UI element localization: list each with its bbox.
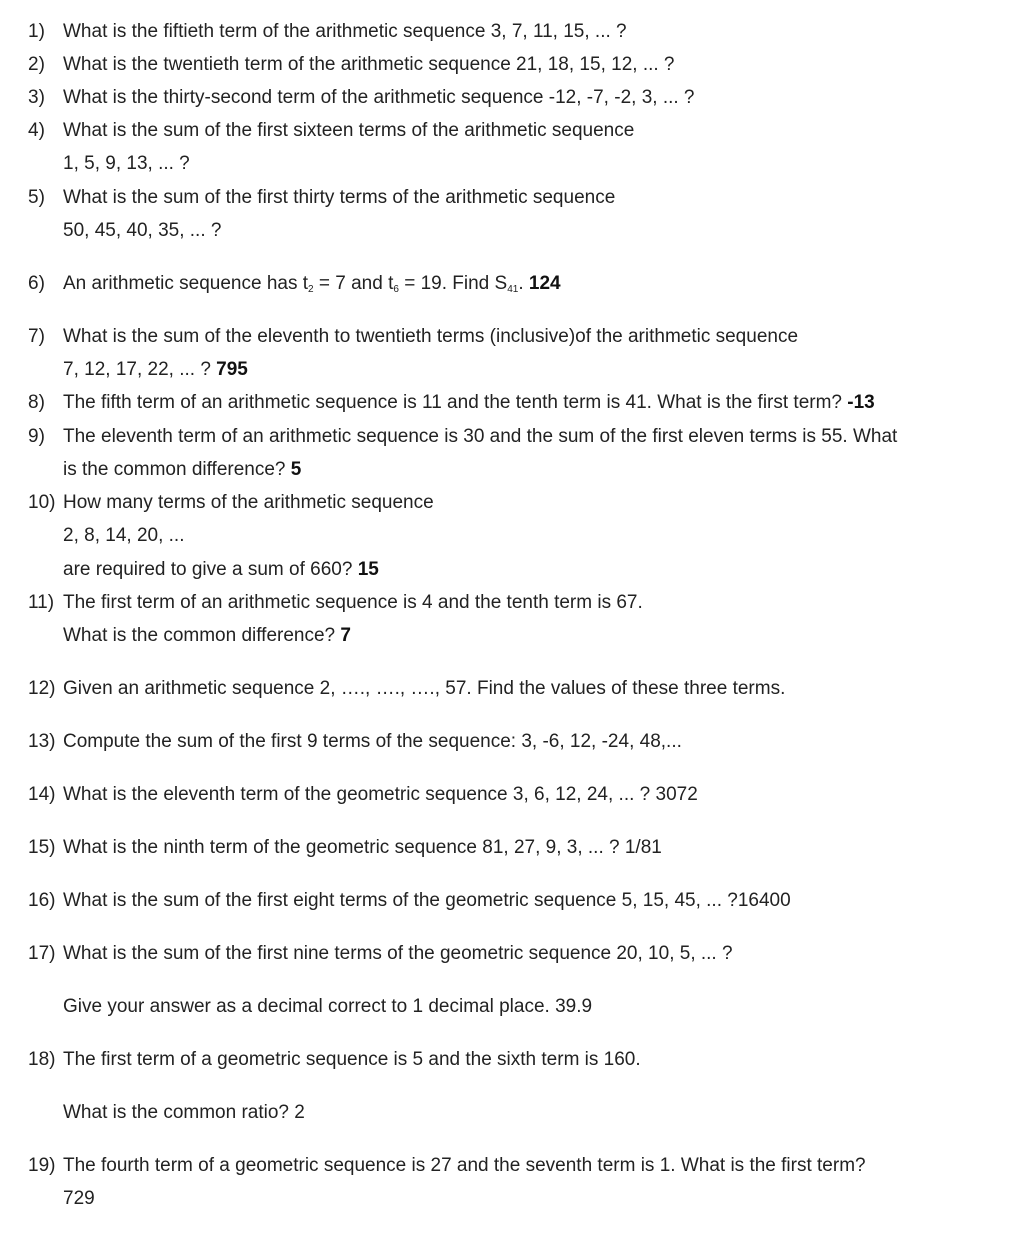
question-14 — [28, 783, 1027, 807]
question-text: The fourth term of a geometric sequence is 27 and the seventh term is 1. What is the first term? — [63, 1155, 866, 1176]
question-10-continuation — [63, 558, 379, 582]
question-18 — [28, 1048, 1027, 1072]
question-text: How many terms of the arithmetic sequence — [63, 492, 434, 513]
question-number: 9) — [28, 426, 45, 447]
question-5 — [28, 186, 1027, 210]
question-text: What is the sum of the first nine terms of the geometric sequence 20, 10, 5, ... ? — [63, 943, 733, 964]
question-number: 5) — [28, 187, 45, 208]
question-text: The eleventh term of an arithmetic sequence is 30 and the sum of the first eleven terms is 55. What — [63, 426, 898, 447]
question-number: 10) — [28, 492, 56, 513]
question-text: What is the twentieth term of the arithmetic sequence 21, 18, 15, 12, ... ? — [63, 54, 675, 75]
question-2 — [28, 53, 1027, 77]
question-text: The fifth term of an arithmetic sequence is 11 and the tenth term is 41. What is the first term? — [63, 392, 842, 413]
question-11-continuation — [63, 624, 351, 648]
question-text: are required to give a sum of 660? — [63, 559, 353, 580]
question-text: What is the sum of the first sixteen terms of the arithmetic sequence — [63, 120, 635, 141]
subscript: 6 — [393, 284, 399, 295]
question-text: What is the sum of the first eight terms of the geometric sequence 5, 15, 45, ... ?16400 — [63, 890, 791, 911]
question-10-sequence: 2, 8, 14, 20, ... — [63, 525, 185, 546]
question-text: What is the ninth term of the geometric sequence 81, 27, 9, 3, ... ? 1/81 — [63, 837, 662, 858]
question-19 — [28, 1154, 1027, 1178]
question-number: 19) — [28, 1155, 56, 1176]
question-10 — [28, 491, 1027, 515]
question-7-continuation — [63, 358, 248, 382]
question-number: 15) — [28, 837, 56, 858]
question-12 — [28, 677, 1027, 701]
question-number: 4) — [28, 120, 45, 141]
question-18-continuation: What is the common ratio? 2 — [63, 1102, 305, 1123]
question-number: 17) — [28, 943, 56, 964]
question-1 — [28, 20, 1027, 44]
question-text: What is the fiftieth term of the arithmetic sequence 3, 7, 11, 15, ... ? — [63, 21, 627, 42]
question-number: 1) — [28, 21, 45, 42]
question-number: 3) — [28, 87, 45, 108]
question-19-continuation: 729 — [63, 1188, 95, 1209]
question-3 — [28, 86, 1027, 110]
question-17 — [28, 942, 1027, 966]
answer: -13 — [847, 392, 875, 413]
question-text-part: = 7 and t — [313, 273, 394, 294]
question-number: 18) — [28, 1049, 56, 1070]
question-text: What is the sum of the first thirty terms of the arithmetic sequence — [63, 187, 616, 208]
question-text-part: An arithmetic sequence has t — [63, 273, 309, 294]
question-number: 11) — [28, 592, 55, 613]
answer: 15 — [357, 559, 379, 580]
question-4-continuation: 1, 5, 9, 13, ... ? — [63, 153, 190, 174]
question-number: 7) — [28, 326, 45, 347]
question-text: The first term of a geometric sequence is 5 and the sixth term is 160. — [63, 1049, 641, 1070]
question-8 — [28, 391, 1027, 415]
question-5-continuation: 50, 45, 40, 35, ... ? — [63, 220, 222, 241]
question-text: What is the thirty-second term of the arithmetic sequence -12, -7, -2, 3, ... ? — [63, 87, 695, 108]
question-number: 12) — [28, 678, 56, 699]
answer: 124 — [528, 273, 561, 294]
question-9 — [28, 425, 1027, 449]
question-4 — [28, 119, 1027, 143]
question-text: Compute the sum of the first 9 terms of the sequence: 3, -6, 12, -24, 48,... — [63, 731, 682, 752]
question-number: 2) — [28, 54, 45, 75]
question-9-continuation — [63, 458, 301, 482]
question-text: is the common difference? — [63, 459, 286, 480]
subscript: 41 — [507, 284, 519, 295]
question-number: 16) — [28, 890, 56, 911]
question-text: What is the common difference? — [63, 625, 336, 646]
question-7 — [28, 325, 1027, 349]
question-number: 6) — [28, 273, 45, 294]
question-17-continuation: Give your answer as a decimal correct to 1 decimal place. 39.9 — [63, 996, 593, 1017]
question-text-part: . — [518, 273, 524, 294]
question-11 — [28, 591, 1027, 615]
question-number: 14) — [28, 784, 56, 805]
question-6 — [28, 272, 1027, 296]
question-text: What is the eleventh term of the geometric sequence 3, 6, 12, 24, ... ? 3072 — [63, 784, 698, 805]
subscript: 2 — [308, 284, 314, 295]
question-text: What is the sum of the eleventh to twentieth terms (inclusive)of the arithmetic sequence — [63, 326, 799, 347]
answer: 7 — [340, 625, 351, 646]
answer: 5 — [290, 459, 302, 480]
question-text: 7, 12, 17, 22, ... ? — [63, 359, 211, 380]
question-text-part: = 19. Find S — [398, 273, 508, 294]
question-text: Given an arithmetic sequence 2, …., …., …., 57. Find the values of these three terms. — [63, 678, 786, 699]
question-15 — [28, 836, 1027, 860]
question-13 — [28, 730, 1027, 754]
question-16 — [28, 889, 1027, 913]
question-number: 13) — [28, 731, 56, 752]
question-text: The first term of an arithmetic sequence is 4 and the tenth term is 67. — [63, 592, 643, 613]
question-number: 8) — [28, 392, 45, 413]
answer: 795 — [216, 359, 248, 380]
